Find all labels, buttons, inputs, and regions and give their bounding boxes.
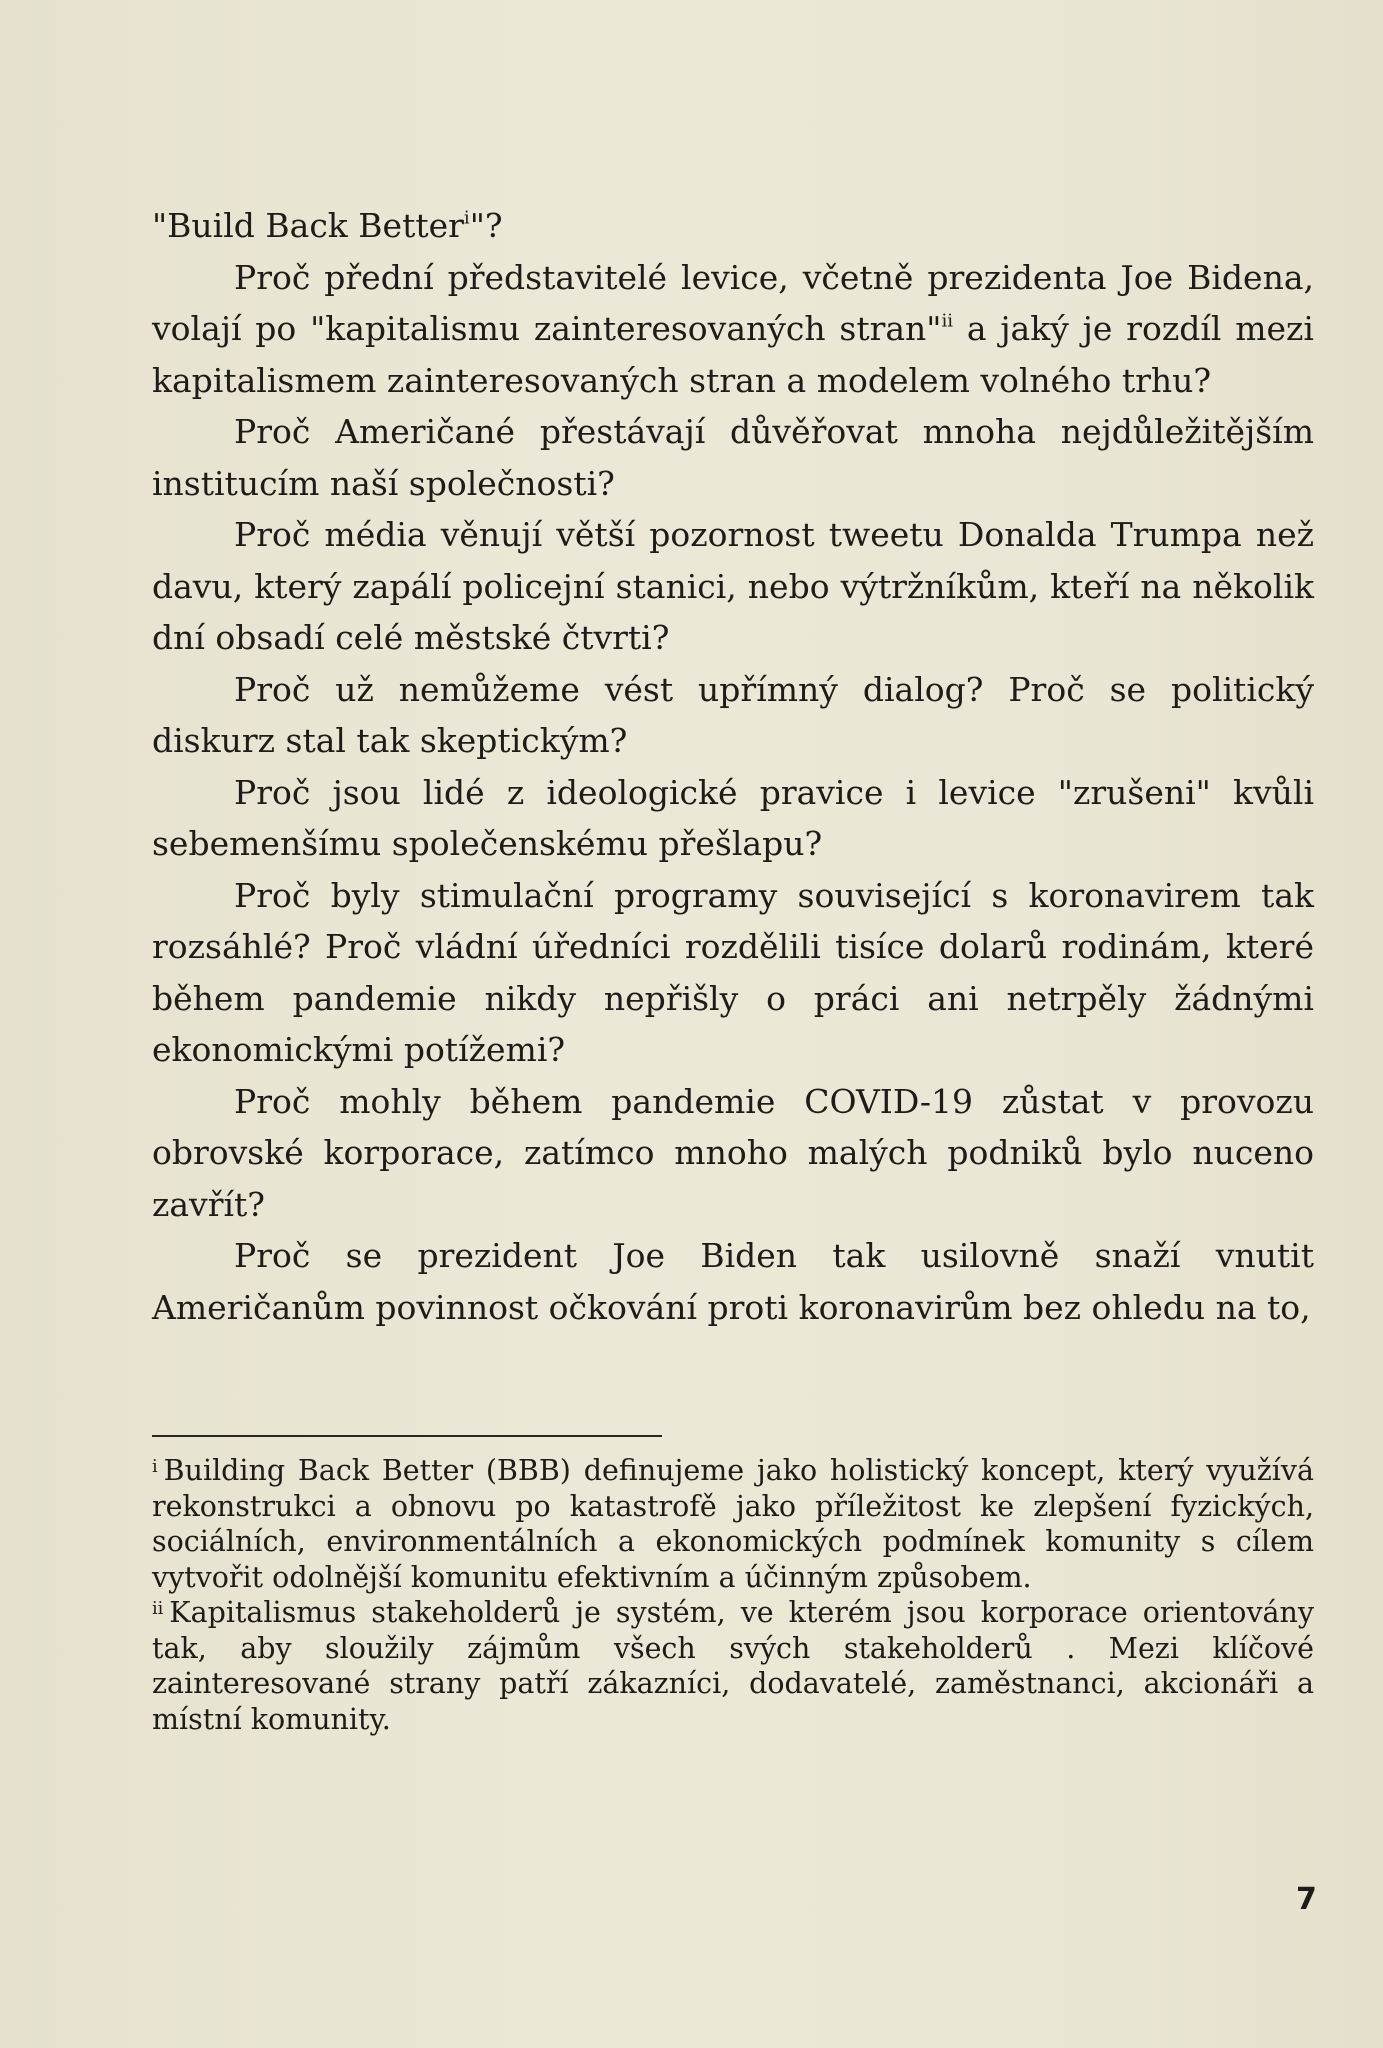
footnote-mark-ii: ii [152, 1599, 164, 1620]
footnote-ii: $^{ii}$ Kapitalismus stakeholderů je systém, ve kterém jsou korporace orientovány tak, aby sloužily zájmům všech svých stakeholderů . Mezi klíčové zainteresované strany patří zákazníci, dodavatelé, zaměstnanci, akcionáři a místní komunity. [152, 1596, 1314, 1736]
footnote-reference-i: i [463, 207, 470, 229]
footnote-i: $^i$ Building Back Better (BBB) definujeme jako holistický koncept, který využívá rekonstrukci a obnovu po katastrofě jako příležitost ke zlepšení fyzických, sociálních, environmentálních a ekonomických podmínek komunity s cílem vytvořit odolnější komunitu efektivním a účinným způsobem. [152, 1454, 1314, 1594]
paragraph-cancel: Proč jsou lidé z ideologické pravice i levice "zrušeni" kvůli sebemenšímu společenskému přešlapu? [152, 772, 1314, 863]
paragraph-trust: Proč Američané přestávají důvěřovat mnoha nejdůležitějším institucím naší společnosti? [152, 412, 1314, 503]
paragraph-stakeholder-capitalism: Proč přední představitelé levice, včetně prezidenta Joe Bidena, volají po "kapitalismu zainteresovaných stran"$^{ii}$ a jaký je rozdíl mezi kapitalismem zainteresovaných stran a modelem volného trhu? [152, 257, 1314, 400]
paragraph-stimulus: Proč byly stimulační programy související s koronavirem tak rozsáhlé? Proč vládní úředníci rozdělili tisíce dolarů rodinám, které během pandemie nikdy nepřišly o práci ani netrpěly žádnými ekonomickými potížemi? [152, 875, 1314, 1069]
paragraph-dialog: Proč už nemůžeme vést upřímný dialog? Proč se politický diskurz stal tak skeptickým? [152, 669, 1314, 760]
paragraph-vaccination: Proč se prezident Joe Biden tak usilovně snaží vnutit Američanům povinnost očkování proti koronavirům bez ohledu na to, [152, 1236, 1314, 1327]
footnote-reference-ii: ii [941, 310, 954, 332]
body-text [152, 200, 1314, 1333]
paragraph-media: Proč média věnují větší pozornost tweetu Donalda Trumpa než davu, který zapálí policejní stanici, nebo výtržníkům, kteří na několik dní obsadí celé městské čtvrti? [152, 515, 1314, 657]
page-number: 7 [1296, 1882, 1317, 1917]
paragraph-corporations: Proč mohly během pandemie COVID-19 zůstat v provozu obrovské korporace, zatímco mnoho malých podniků bylo nuceno zavřít? [152, 1081, 1314, 1224]
footnotes [152, 1453, 1314, 1737]
footnote-mark-i: i [152, 1457, 158, 1478]
paragraph-build-back-better: "Build Back Better$^i$"? [152, 206, 503, 245]
footnote-separator [152, 1435, 662, 1437]
